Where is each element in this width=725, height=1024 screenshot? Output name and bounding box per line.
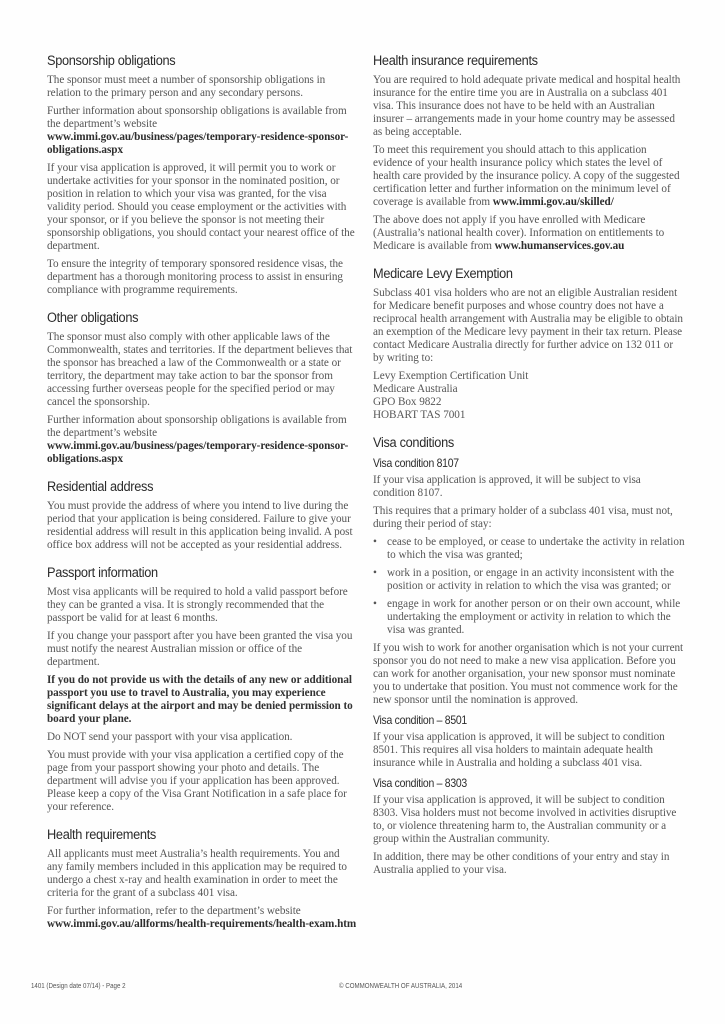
heading-health-insurance: Health insurance requirements xyxy=(373,53,538,69)
section-passport-information xyxy=(47,564,357,814)
heading-residential-address: Residential address xyxy=(47,479,154,495)
sponsor-obligations-url[interactable]: www.immi.gov.au/business/pages/temporary-residence-sponsor-obligations.aspx xyxy=(47,131,349,156)
heading-medicare-levy: Medicare Levy Exemption xyxy=(373,266,513,282)
paragraph-text: To meet this requirement you should attach to this application evidence of your health insurance policy which states the level of health care provided by the insurance policy. A copy of the suggested certification letter and further information on the minimum level of coverage is available from xyxy=(373,144,680,208)
paragraph: To ensure the integrity of temporary sponsored residence visas, the department has a thorough monitoring process to assist in ensuring compliance with programme requirements. xyxy=(47,258,343,296)
subheading-condition-8107: Visa condition 8107 xyxy=(373,457,459,470)
paragraph: In addition, there may be other conditions of your entry and stay in Australia applied to your visa. xyxy=(373,851,670,876)
skilled-url[interactable]: www.immi.gov.au/skilled/ xyxy=(492,196,614,208)
paragraph: If your visa application is approved, it will permit you to work or undertake activities for your sponsor in the nominated position, or position in relation to which your visa was granted, for the visa validity period. Should you cease employment or the activities with your sponsor, or if you believe the sponsor is not meeting their sponsorship obligations, you should contact your nearest office of the department. xyxy=(47,162,355,252)
left-column xyxy=(47,52,357,943)
list-item xyxy=(373,536,685,562)
heading-sponsorship-obligations: Sponsorship obligations xyxy=(47,53,176,69)
form-info: 1401 (Design date 07/14) - Page 2 xyxy=(31,983,126,990)
subheading-condition-8303: Visa condition – 8303 xyxy=(373,777,467,790)
paragraph-with-link xyxy=(47,414,357,466)
address-line: HOBART TAS 7001 xyxy=(373,409,466,421)
section-medicare-levy xyxy=(373,265,685,422)
condition-list xyxy=(373,536,685,637)
right-column xyxy=(373,52,685,889)
list-item xyxy=(373,598,685,637)
list-item-text: engage in work for another person or on their own account, while undertaking the employment or activity in relation to which the visa was granted. xyxy=(387,598,681,636)
condition-8303 xyxy=(373,776,685,877)
paragraph: The sponsor must also comply with other applicable laws of the Commonwealth, states and territories. If the department believes that the sponsor has breached a law of the Commonwealth or a state or territory, the department may take action to bar the sponsor from accessing further overseas people for the specified period or may cancel the sponsorship. xyxy=(47,331,353,408)
list-item-text: cease to be employed, or cease to undertake the activity in relation to which the visa was granted; xyxy=(387,536,685,561)
paragraph: If your visa application is approved, it will be subject to condition 8303. Visa holders must not become involved in activities disruptive to, or violence threatening harm to, the Australian community or a group within the Australian community. xyxy=(373,794,677,845)
paragraph: If you wish to work for another organisation which is not your current sponsor you do not need to make a new visa application. Before you can work for another organisation, your new sponsor must nominate you to undertake that position. You must not commence work for the new sponsor until the nomination is approved. xyxy=(373,642,684,706)
bullet-icon: • xyxy=(373,567,377,579)
section-sponsorship-obligations xyxy=(47,52,357,297)
paragraph: You must provide the address of where you intend to live during the period that your application is being considered. Failure to give your residential address will result in this application being invalid. A post office box address will not be accepted as your residential address. xyxy=(47,500,353,551)
paragraph: All applicants must meet Australia’s health requirements. You and any family members included in this application may be required to undergo a chest x-ray and health examination in order to meet the criteria for the grant of a subclass 401 visa. xyxy=(47,848,347,899)
heading-other-obligations: Other obligations xyxy=(47,310,139,326)
paragraph: If your visa application is approved, it will be subject to visa condition 8107. xyxy=(373,474,641,499)
section-visa-conditions xyxy=(373,434,685,877)
heading-health-requirements: Health requirements xyxy=(47,827,156,843)
list-item xyxy=(373,567,685,593)
postal-address xyxy=(373,370,685,422)
subheading-condition-8501: Visa condition – 8501 xyxy=(373,714,467,727)
heading-visa-conditions: Visa conditions xyxy=(373,435,454,451)
health-exam-url[interactable]: www.immi.gov.au/allforms/health-requirements/health-exam.htm xyxy=(47,918,357,930)
paragraph-text: Further information about sponsorship obligations is available from the department’s website xyxy=(47,414,347,439)
sponsor-obligations-url[interactable]: www.immi.gov.au/business/pages/temporary-residence-sponsor-obligations.aspx xyxy=(47,440,349,465)
bullet-icon: • xyxy=(373,536,377,548)
paragraph: If you change your passport after you have been granted the visa you must notify the nearest Australian mission or office of the department. xyxy=(47,630,353,668)
address-line: Medicare Australia xyxy=(373,383,458,395)
copyright-notice: © COMMONWEALTH OF AUSTRALIA, 2014 xyxy=(339,983,463,990)
section-residential-address xyxy=(47,478,357,552)
address-line: Levy Exemption Certification Unit xyxy=(373,370,529,382)
passport-warning: If you do not provide us with the details of any new or additional passport you use to travel to Australia, you may experience significant delays at the airport and may be denied permission to board your plane. xyxy=(47,674,353,725)
paragraph: Subclass 401 visa holders who are not an eligible Australian resident for Medicare benefit purposes and whose country does not have a reciprocal health arrangement with Australia may be eligible to obtain an exemption of the Medicare levy payment in their tax return. Please contact Medicare Australia directly for further advice on 132 011 or by writing to: xyxy=(373,287,683,364)
heading-passport-information: Passport information xyxy=(47,565,158,581)
paragraph-text: For further information, refer to the department’s website xyxy=(47,905,301,917)
paragraph-with-link xyxy=(373,144,685,209)
paragraph-text: The above does not apply if you have enrolled with Medicare (Australia’s national health cover). Information on entitlements to Medicare is available from xyxy=(373,214,665,252)
paragraph-text: Further information about sponsorship obligations is available from the department’s website xyxy=(47,105,347,130)
humanservices-url[interactable]: www.humanservices.gov.au xyxy=(494,240,625,252)
condition-8501 xyxy=(373,713,685,770)
paragraph-with-link xyxy=(47,905,357,931)
paragraph: Most visa applicants will be required to hold a valid passport before they can be granted a visa. It is strongly recommended that the passport be valid for at least 6 months. xyxy=(47,586,348,624)
paragraph-with-link xyxy=(373,214,685,253)
bullet-icon: • xyxy=(373,598,377,610)
paragraph: This requires that a primary holder of a subclass 401 visa, must not, during their period of stay: xyxy=(373,505,673,530)
list-item-text: work in a position, or engage in an activity inconsistent with the position or activity in relation to which the visa was granted; or xyxy=(387,567,675,592)
paragraph: If your visa application is approved, it will be subject to condition 8501. This requires all visa holders to maintain adequate health insurance while in Australia and holding a subclass 401 visa. xyxy=(373,731,665,769)
paragraph: The sponsor must meet a number of sponsorship obligations in relation to the primary person and any secondary persons. xyxy=(47,74,326,99)
section-health-requirements xyxy=(47,826,357,931)
paragraph: You must provide with your visa application a certified copy of the page from your passport showing your photo and details. The department will advise you if your application has been approved. Please keep a copy of the Visa Grant Notification in a safe place for your reference. xyxy=(47,749,347,813)
condition-8107 xyxy=(373,456,685,707)
address-line: GPO Box 9822 xyxy=(373,396,442,408)
paragraph-with-link xyxy=(47,105,357,157)
section-health-insurance xyxy=(373,52,685,253)
paragraph: You are required to hold adequate private medical and hospital health insurance for the entire time you are in Australia on a subclass 401 visa. This insurance does not have to be held with an Australian insurer – arrangements made in your home country may be assessed as being acceptable. xyxy=(373,74,681,138)
paragraph: Do NOT send your passport with your visa application. xyxy=(47,731,293,743)
section-other-obligations xyxy=(47,309,357,466)
